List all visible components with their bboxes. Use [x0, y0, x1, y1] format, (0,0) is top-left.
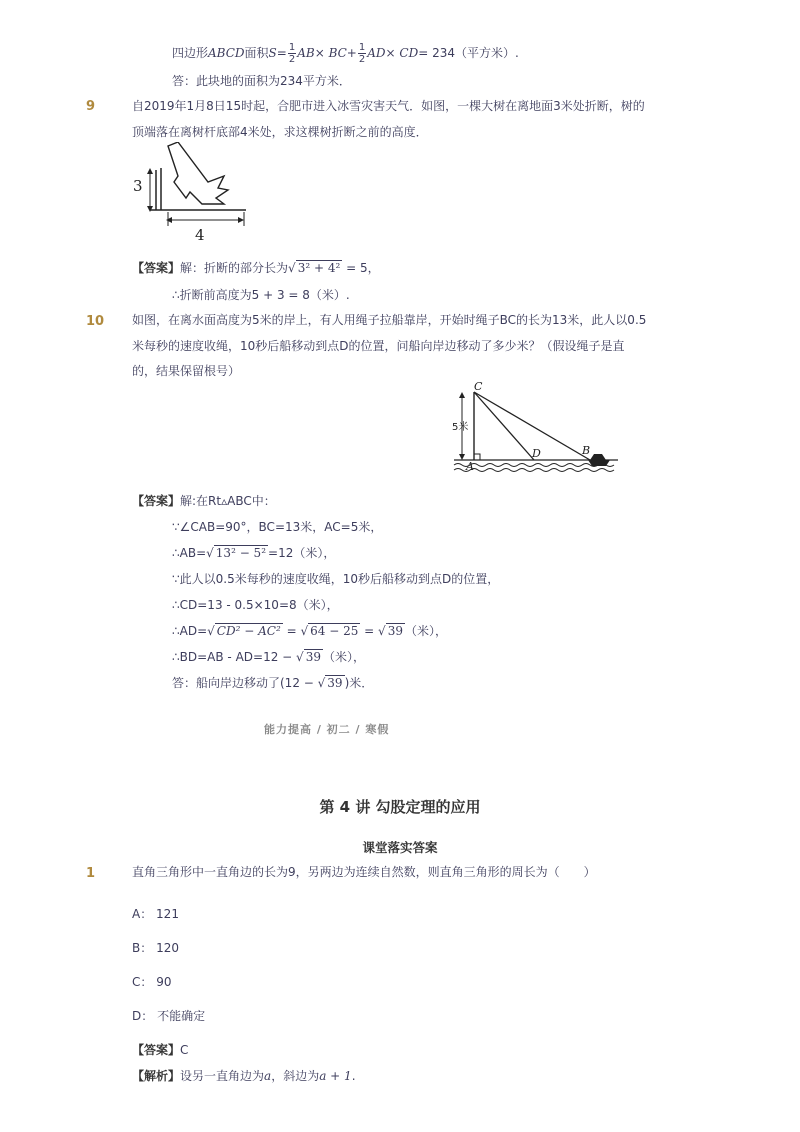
q9-figure-base-label: 4	[195, 226, 205, 244]
q10-fig-label-a: A	[466, 460, 474, 473]
q1-option-a[interactable]: A： 121	[132, 907, 179, 921]
question-number-10: 10	[86, 314, 105, 329]
q10-step-2: ∴AB=√ 13² − 5² =12（米），	[172, 546, 336, 560]
q1-answer: 【答案】C	[132, 1043, 189, 1057]
q9-stem-line2: 顶端落在离树杆底部4米处，求这棵树折断之前的高度．	[132, 125, 428, 139]
q10-final-answer: 答：船向岸边移动了(12 − √ 39 )米．	[172, 676, 374, 690]
q9-figure-height-label: 3	[133, 177, 143, 195]
fraction-half: $\frac{1}{2}$	[288, 42, 296, 65]
q9-answer-line1: 【答案】解：折断的部分长为√ 3² + 4² = 5，	[132, 261, 380, 275]
chapter-title: 第 4 讲 勾股定理的应用	[319, 798, 481, 816]
q9-stem-line1: 自2019年1月8日15时起，合肥市进入冰雪灾害天气．如图，一棵大树在离地面3米处折断，树的	[132, 99, 645, 113]
q10-stem-line3: 的，结果保留根号）	[132, 364, 241, 378]
q10-boat-rope-figure	[450, 384, 622, 476]
broken-top	[168, 142, 228, 204]
area-formula-line: 四边形ABCD面积S= $\frac{1}{2}$ AB× BC+ $\frac{1}{2}$ AD× CD= 234（平方米）.	[172, 42, 519, 65]
area-answer-line: 答：此块地的面积为234平方米．	[172, 74, 351, 88]
right-angle-mark	[474, 454, 480, 460]
q10-step-3: ∵此人以0.5米每秒的速度收绳，10秒后船移动到点D的位置，	[172, 572, 500, 586]
page-footer: 能力提高 / 初二 / 寒假	[264, 723, 390, 736]
q10-step-4: ∴CD=13 - 0.5×10=8（米），	[172, 598, 339, 612]
q9-answer-line2: ∴折断前高度为5 + 3 = 8（米）.	[172, 288, 350, 302]
q10-stem-line2: 米每秒的速度收绳，10秒后船移动到点D的位置，问船向岸边移动了多少米？（假设绳子是直	[132, 339, 625, 353]
q1-stem: 直角三角形中一直角边的长为9，另两边为连续自然数，则直角三角形的周长为（ ）	[132, 865, 596, 879]
q1-analysis: 【解析】设另一直角边为a，斜边为a + 1.	[132, 1069, 356, 1083]
q10-fig-label-b: B	[582, 444, 591, 457]
section-title: 课堂落实答案	[362, 840, 438, 855]
q10-fig-label-height: 5米	[452, 422, 469, 433]
q10-stem-line1: 如图，在离水面高度为5米的岸上，有人用绳子拉船靠岸，开始时绳子BC的长为13米，此人以0.5	[132, 313, 647, 327]
q1-option-d[interactable]: D： 不能确定	[132, 1009, 206, 1023]
q10-answer-intro: 【答案】解:在Rt▵ABC中：	[132, 494, 276, 508]
q1-option-b[interactable]: B： 120	[132, 941, 179, 955]
q1-option-c[interactable]: C： 90	[132, 975, 172, 989]
q9-broken-tree-figure	[128, 142, 254, 242]
q10-fig-label-d: D	[532, 447, 541, 460]
q10-step-5: ∴AD=√ CD² − AC² = √ 64 − 25 = √ 39 （米），	[172, 624, 447, 638]
question-number-9: 9	[86, 99, 96, 114]
rope-cd	[474, 392, 534, 460]
q10-fig-label-c: C	[474, 380, 483, 393]
water-waves	[454, 464, 614, 467]
q10-step-6: ∴BD=AB - AD=12 − √ 39 （米），	[172, 650, 365, 664]
question-number-1: 1	[86, 866, 96, 881]
q10-step-1: ∵∠CAB=90°，BC=13米，AC=5米，	[172, 520, 383, 534]
